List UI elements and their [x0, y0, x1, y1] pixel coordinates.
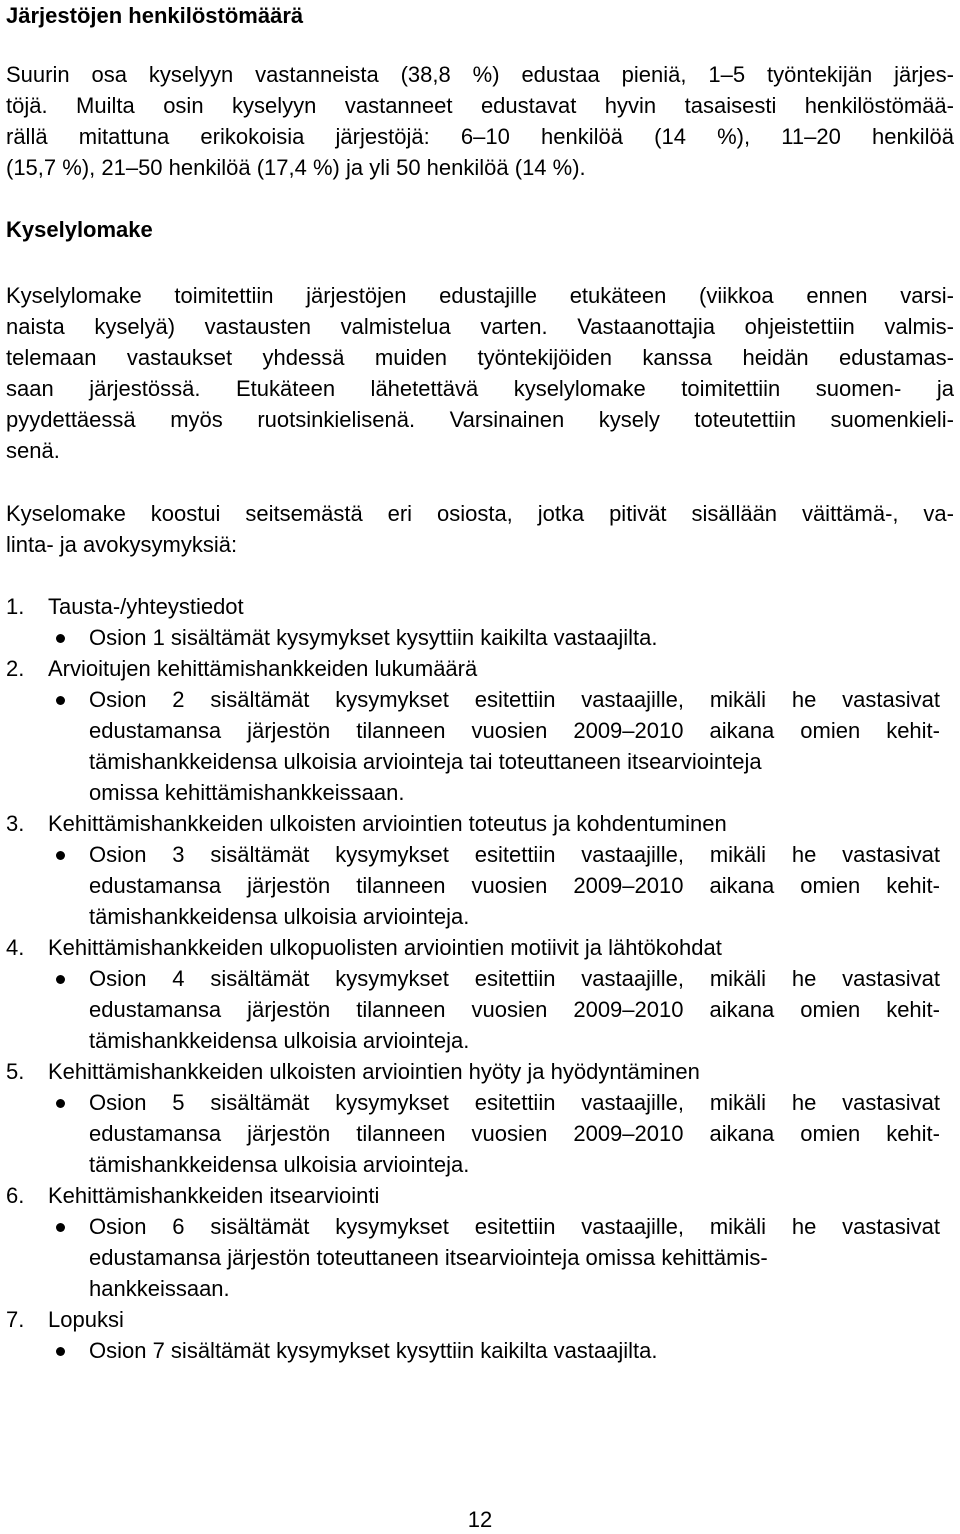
list-item-title: Arvioitujen kehittämishankkeiden lukumäärä: [48, 656, 478, 681]
list-item-title: Lopuksi: [48, 1307, 124, 1332]
paragraph-henkilostomaara: [6, 59, 954, 183]
text-line: tämishankkeidensa ulkoisia arviointeja tai toteuttaneen itsearviointeja: [89, 749, 762, 774]
bullet-item: [6, 1335, 954, 1366]
text-line: linta- ja avokysymyksiä:: [6, 532, 238, 557]
text-line: Osion 5 sisältämät kysymykset esitettiin vastaajille, mikäli he vastasivat: [89, 1090, 940, 1115]
paragraph-osiot-intro: [6, 498, 954, 560]
list-item-section-7: [6, 1304, 954, 1335]
text-line: Osion 1 sisältämät kysymykset kysyttiin kaikilta vastaajilta.: [89, 625, 658, 650]
text-line: Osion 2 sisältämät kysymykset esitettiin vastaajille, mikäli he vastasivat: [89, 687, 940, 712]
list-number: 1.: [6, 594, 25, 619]
list-item-title: Kehittämishankkeiden ulkopuolisten arviointien motiivit ja lähtökohdat: [48, 935, 722, 960]
page-number: 12: [467, 1507, 493, 1532]
text-line: rällä mitattuna erikokoisia järjestöjä: 6–10 henkilöä (14 %), 11–20 henkilöä: [6, 124, 954, 149]
list-item-section-1: [6, 591, 954, 622]
list-item-title: Kehittämishankkeiden ulkoisten arviointien toteutus ja kohdentuminen: [48, 811, 727, 836]
text-line: Kyselomake koostui seitsemästä eri osiosta, jotka pitivät sisällään väittämä-, va-: [6, 501, 954, 526]
list-number: 5.: [6, 1059, 25, 1084]
bullet-icon: [56, 696, 65, 705]
text-line: Suurin osa kyselyyn vastanneista (38,8 %) edustaa pieniä, 1–5 työntekijän järjes-: [6, 62, 954, 87]
list-item-section-4: [6, 932, 954, 963]
bullet-icon: [56, 634, 65, 643]
list-item-section-2: [6, 653, 954, 684]
text-line: tämishankkeidensa ulkoisia arviointeja.: [89, 1028, 470, 1053]
bullet-item: [6, 1087, 954, 1180]
list-number: 2.: [6, 656, 25, 681]
bullet-icon: [56, 975, 65, 984]
list-number: 3.: [6, 811, 25, 836]
text-line: edustamansa järjestön tilanneen vuosien 2009–2010 aikana omien kehit-: [89, 997, 940, 1022]
text-line: edustamansa järjestön tilanneen vuosien 2009–2010 aikana omien kehit-: [89, 718, 940, 743]
text-line: Kyselylomake toimitettiin järjestöjen edustajille etukäteen (viikkoa ennen varsi-: [6, 283, 954, 308]
text-line: hankkeissaan.: [89, 1276, 230, 1301]
text-line: tämishankkeidensa ulkoisia arviointeja.: [89, 904, 470, 929]
text-line: edustamansa järjestön toteuttaneen itsearviointeja omissa kehittämis-: [89, 1245, 768, 1270]
section-heading-kyselylomake: Kyselylomake: [6, 217, 153, 242]
text-line: saan järjestössä. Etukäteen lähetettävä kyselylomake toimitettiin suomen- ja: [6, 376, 954, 401]
bullet-item: [6, 1211, 954, 1304]
bullet-item: [6, 684, 954, 808]
bullet-icon: [56, 1347, 65, 1356]
bullet-icon: [56, 1223, 65, 1232]
section-heading-henkilostomaara: Järjestöjen henkilöstömäärä: [6, 3, 304, 28]
text-line: senä.: [6, 438, 60, 463]
text-line: edustamansa järjestön tilanneen vuosien 2009–2010 aikana omien kehit-: [89, 873, 940, 898]
bullet-item: [6, 963, 954, 1056]
bullet-item: [6, 839, 954, 932]
list-item-section-6: [6, 1180, 954, 1211]
text-line: pyydettäessä myös ruotsinkielisenä. Varsinainen kysely toteutettiin suomenkieli-: [6, 407, 954, 432]
text-line: Osion 6 sisältämät kysymykset esitettiin vastaajille, mikäli he vastasivat: [89, 1214, 940, 1239]
list-item-title: Kehittämishankkeiden ulkoisten arviointien hyöty ja hyödyntäminen: [48, 1059, 700, 1084]
list-item-title: Tausta-/yhteystiedot: [48, 594, 244, 619]
bullet-icon: [56, 1099, 65, 1108]
list-item-section-5: [6, 1056, 954, 1087]
list-number: 4.: [6, 935, 25, 960]
list-item-section-3: [6, 808, 954, 839]
text-line: tämishankkeidensa ulkoisia arviointeja.: [89, 1152, 470, 1177]
text-line: Osion 3 sisältämät kysymykset esitettiin vastaajille, mikäli he vastasivat: [89, 842, 940, 867]
text-line: edustamansa järjestön tilanneen vuosien 2009–2010 aikana omien kehit-: [89, 1121, 940, 1146]
text-line: töjä. Muilta osin kyselyyn vastanneet edustavat hyvin tasaisesti henkilöstömää-: [6, 93, 954, 118]
list-number: 7.: [6, 1307, 25, 1332]
text-line: naista kyselyä) vastausten valmistelua varten. Vastaanottajia ohjeistettiin valmis-: [6, 314, 954, 339]
text-line: (15,7 %), 21–50 henkilöä (17,4 %) ja yli 50 henkilöä (14 %).: [6, 155, 586, 180]
text-line: Osion 4 sisältämät kysymykset esitettiin vastaajille, mikäli he vastasivat: [89, 966, 940, 991]
paragraph-kyselylomake: [6, 280, 954, 466]
text-line: Osion 7 sisältämät kysymykset kysyttiin kaikilta vastaajilta.: [89, 1338, 658, 1363]
text-line: telemaan vastaukset yhdessä muiden työntekijöiden kanssa heidän edustamas-: [6, 345, 954, 370]
numbered-section-list: [6, 591, 954, 1366]
bullet-item: [6, 622, 954, 653]
text-line: omissa kehittämishankkeissaan.: [89, 780, 405, 805]
bullet-icon: [56, 851, 65, 860]
list-number: 6.: [6, 1183, 25, 1208]
list-item-title: Kehittämishankkeiden itsearviointi: [48, 1183, 380, 1208]
